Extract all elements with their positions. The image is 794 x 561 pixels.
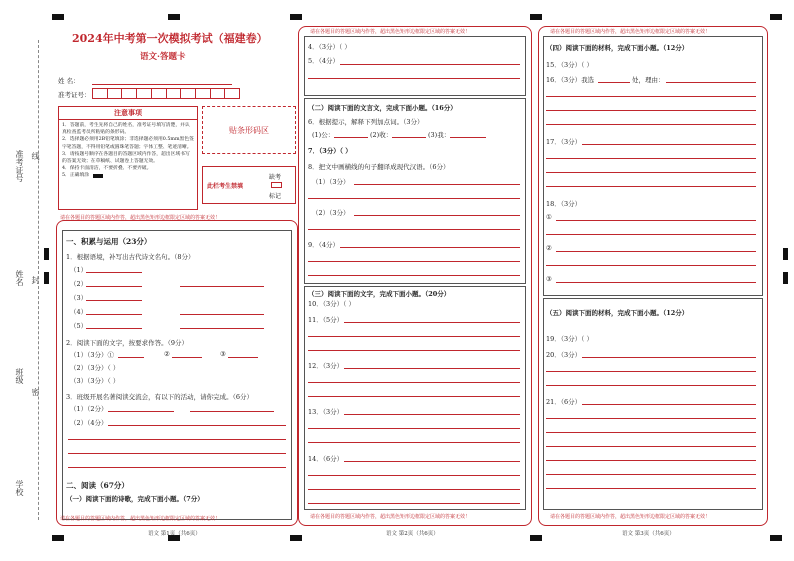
answer-line[interactable] [172,357,202,358]
answer-line[interactable] [308,350,520,351]
barcode-label: 贴条形码区 [229,125,269,135]
q10-label: 10．（3分）（ ） [308,300,355,308]
sub1-title: （一）阅读下面的诗歌，完成下面小题。（7分） [66,495,204,503]
answer-line[interactable] [118,357,144,358]
answer-line[interactable] [546,371,756,372]
q18-item: ③ [546,275,552,283]
answer-line[interactable] [344,461,520,462]
warning-text: 请在各题目的答题区域内作答，超出黑色矩形边框限定区域的答案无效！ [550,514,711,520]
answer-line[interactable] [556,220,756,221]
q3-1-label: （1）（2分） [70,405,108,413]
name-field[interactable] [92,84,232,85]
registration-mark [290,14,302,20]
note-item: 4．保持卡面清洁，不要折叠、不要弄破。 [62,166,152,172]
page-footer: 语文 第2页（共6页） [386,531,439,537]
answer-line[interactable] [180,286,264,287]
q13-label: 13．（3分） [308,408,344,416]
q1-item: （4） [70,308,88,316]
warning-text: 请在各题目的答题区域内作答，超出黑色矩形边框限定区域的答案无效！ [60,215,221,221]
answer-line[interactable] [86,314,142,315]
notes-title: 注意事项 [59,107,197,120]
answer-line[interactable] [334,137,368,138]
q18-label: 18．（3分） [546,200,582,208]
answer-line[interactable] [546,172,756,173]
answer-line[interactable] [190,411,274,412]
answer-line[interactable] [344,414,520,415]
answer-line[interactable] [308,275,520,276]
answer-line[interactable] [546,432,756,433]
answer-line[interactable] [546,460,756,461]
q2-3-label: （3）（3分）（ ） [70,377,120,385]
answer-line[interactable] [308,503,520,504]
answer-line[interactable] [582,144,756,145]
warning-text: 请在各题目的答题区域内作答，超出黑色矩形边框限定区域的答案无效！ [550,29,711,35]
margin-label-school: 学校 [15,480,24,496]
answer-line[interactable] [546,158,756,159]
q11-label: 11．（5分） [308,316,344,324]
answer-line[interactable] [546,446,756,447]
answer-line[interactable] [108,425,286,426]
sub4-title: （四）阅读下面的材料，完成下面小题。（12分） [546,44,689,52]
answer-line[interactable] [344,322,520,323]
answer-line[interactable] [68,439,286,440]
timing-mark [44,248,49,260]
answer-line[interactable] [354,184,520,185]
registration-mark [168,14,180,20]
registration-mark [52,535,64,541]
margin-label-name: 姓名 [15,270,24,286]
answer-line[interactable] [68,467,286,468]
answer-line[interactable] [308,475,520,476]
name-label: 姓 名： [58,77,80,85]
margin-label-secret: 密 [31,388,40,396]
answer-line[interactable] [546,110,756,111]
sub2-title: （二）阅读下面的文言文，完成下面小题。（16分） [308,104,457,112]
answer-line[interactable] [546,265,756,266]
answer-line[interactable] [546,96,756,97]
answer-line[interactable] [180,328,264,329]
answer-line[interactable] [450,137,486,138]
registration-mark [290,535,302,541]
answer-line[interactable] [308,396,520,397]
q2-2-label: （2）（3分）（ ） [70,364,120,372]
sub5-title: （五）阅读下面的材料，完成下面小题。（12分） [546,309,689,317]
answer-line[interactable] [308,428,520,429]
id-label: 准考证号： [58,91,91,99]
q7-label: 7．（3分）（ ） [308,147,352,155]
answer-line[interactable] [666,82,756,83]
section-box [62,230,292,520]
q15-label: 15．（3分）（ ） [546,61,593,69]
q2-1-c: ③ [220,350,226,358]
answer-line[interactable] [582,357,756,358]
answer-line[interactable] [598,82,630,83]
warning-text: 请在各题目的答题区域内作答，超出黑色矩形边框限定区域的答案无效！ [310,29,471,35]
q3-prompt: 3．班级开展名著阅读交流会，有以下的活动，请你完成。（6分） [66,393,254,401]
q6-item: (2)收： [370,131,393,139]
answer-line[interactable] [340,247,520,248]
q16-label: 16．（3分）我选 [546,76,595,84]
note-item: 1．答题前，考生先将自己的姓名，准考证号填写清楚，并认真检查监考员所粘贴的条形码。 [62,123,190,136]
page-footer: 语文 第3页（共6页） [622,531,675,537]
answer-line[interactable] [546,234,756,235]
answer-line[interactable] [86,300,142,301]
answer-line[interactable] [556,282,756,283]
margin-label-line: 线 [31,152,40,160]
warning-text: 请在各题目的答题区域内作答，超出黑色矩形边框限定区域的答案无效！ [60,516,221,522]
q18-item: ① [546,213,552,221]
answer-line[interactable] [556,251,756,252]
answer-line[interactable] [86,286,142,287]
answer-line[interactable] [546,186,756,187]
answer-line[interactable] [546,124,756,125]
answer-line[interactable] [308,442,520,443]
registration-mark [530,535,542,541]
answer-line[interactable] [308,78,520,79]
answer-line[interactable] [86,328,142,329]
answer-line[interactable] [228,357,258,358]
registration-mark [770,535,782,541]
section1-title: 一、积累与运用（23分） [66,237,152,246]
answer-line[interactable] [308,229,520,230]
note-item: 2．选择题必须用2B铅笔填涂；非选择题必须用0.5mm黑色签字笔答题，不得用铅笔或圆珠笔答题；字体工整、笔迹清晰。 [62,137,194,150]
q6-prompt: 6．根据提示，解释下列加点词。（3分） [308,118,424,126]
q1-item: （1） [70,266,88,274]
registration-mark [770,14,782,20]
answer-line[interactable] [546,418,756,419]
q20-label: 20．（3分） [546,351,582,359]
answer-line[interactable] [354,215,520,216]
q2-prompt: 2．阅读下面的文字，按要求作答。（9分） [66,339,189,347]
absent-box [202,166,296,204]
q1-item: （5） [70,322,88,330]
answer-line[interactable] [546,474,756,475]
q9-label: 9．（4分） [308,241,340,249]
id-boxes[interactable] [92,88,240,99]
q8-2-label: （2）（3分） [312,209,350,217]
absent-mark-sub: 标记 [269,193,282,200]
answer-line[interactable] [582,404,756,405]
q5-label: 5．（4分） [308,57,340,65]
timing-mark [783,248,788,260]
registration-mark [530,14,542,20]
q21-label: 21．（6分） [546,398,582,406]
answer-line[interactable] [308,489,520,490]
margin-label-class: 班级 [15,368,24,384]
q6-item: (1)公： [312,131,335,139]
answer-line[interactable] [392,137,426,138]
timing-mark [783,272,788,284]
page-title: 2024年中考第一次模拟考试（福建卷） [72,32,268,45]
notes-box [58,106,198,210]
page-subtitle: 语文·答题卡 [140,52,186,62]
warning-text: 请在各题目的答题区域内作答，超出黑色矩形边框限定区域的答案无效！ [310,514,471,520]
q1-prompt: 1．根据语境，补写出古代诗文名句。（8分） [66,253,195,261]
q16-b: 处，理由： [632,76,665,84]
answer-line[interactable] [68,453,286,454]
answer-line[interactable] [308,336,520,337]
q6-item: (3)我： [428,131,451,139]
q3-2-label: （2）（4分） [70,419,108,427]
q12-label: 12．（3分） [308,362,344,370]
q1-item: （2） [70,280,88,288]
q18-item: ② [546,244,552,252]
q8-1-label: （1）（3分） [312,178,350,186]
margin-label-id: 准考证号 [15,150,24,182]
timing-mark [44,272,49,284]
absent-checkbox[interactable] [271,182,282,188]
q2-1-b: ② [164,350,170,358]
q8-prompt: 8．把文中画横线的句子翻译成现代汉语。（6分） [308,163,450,171]
q19-label: 19．（3分）（ ） [546,335,593,343]
barcode-area [202,106,296,154]
q14-label: 14．（6分） [308,455,344,463]
answer-line[interactable] [108,411,174,412]
section2-title: 二、阅读（67分） [66,481,129,490]
answer-line[interactable] [180,314,264,315]
page-footer: 语文 第1页（共6页） [148,531,201,537]
answer-line[interactable] [340,64,520,65]
note-item: 3．请按题号顺序在各题目的答题区域内作答，超出区域书写的答案无效；在草稿纸、试题卷上答题无效。 [62,151,190,165]
note-item: 5．正确填涂 [62,173,90,179]
answer-line[interactable] [308,261,520,262]
registration-mark [52,14,64,20]
absent-label: 此栏考生禁填 [207,183,244,190]
q17-label: 17．（3分） [546,138,582,146]
margin-cut-line [38,40,39,520]
filled-sample-mark [93,174,103,178]
sub3-title: （三）阅读下面的文字，完成下面小题。（20分） [308,290,451,298]
q1-item: （3） [70,294,88,302]
answer-line[interactable] [86,272,142,273]
q4-label: 4．（3分）（ ） [308,43,351,51]
answer-line[interactable] [308,382,520,383]
q2-1-label: （1）（3分）① [70,351,115,359]
answer-line[interactable] [546,385,756,386]
answer-line[interactable] [546,488,756,489]
answer-line[interactable] [308,198,520,199]
absent-mark-label: 缺考 [269,174,282,181]
answer-line[interactable] [344,368,520,369]
margin-label-seal: 封 [31,276,40,284]
